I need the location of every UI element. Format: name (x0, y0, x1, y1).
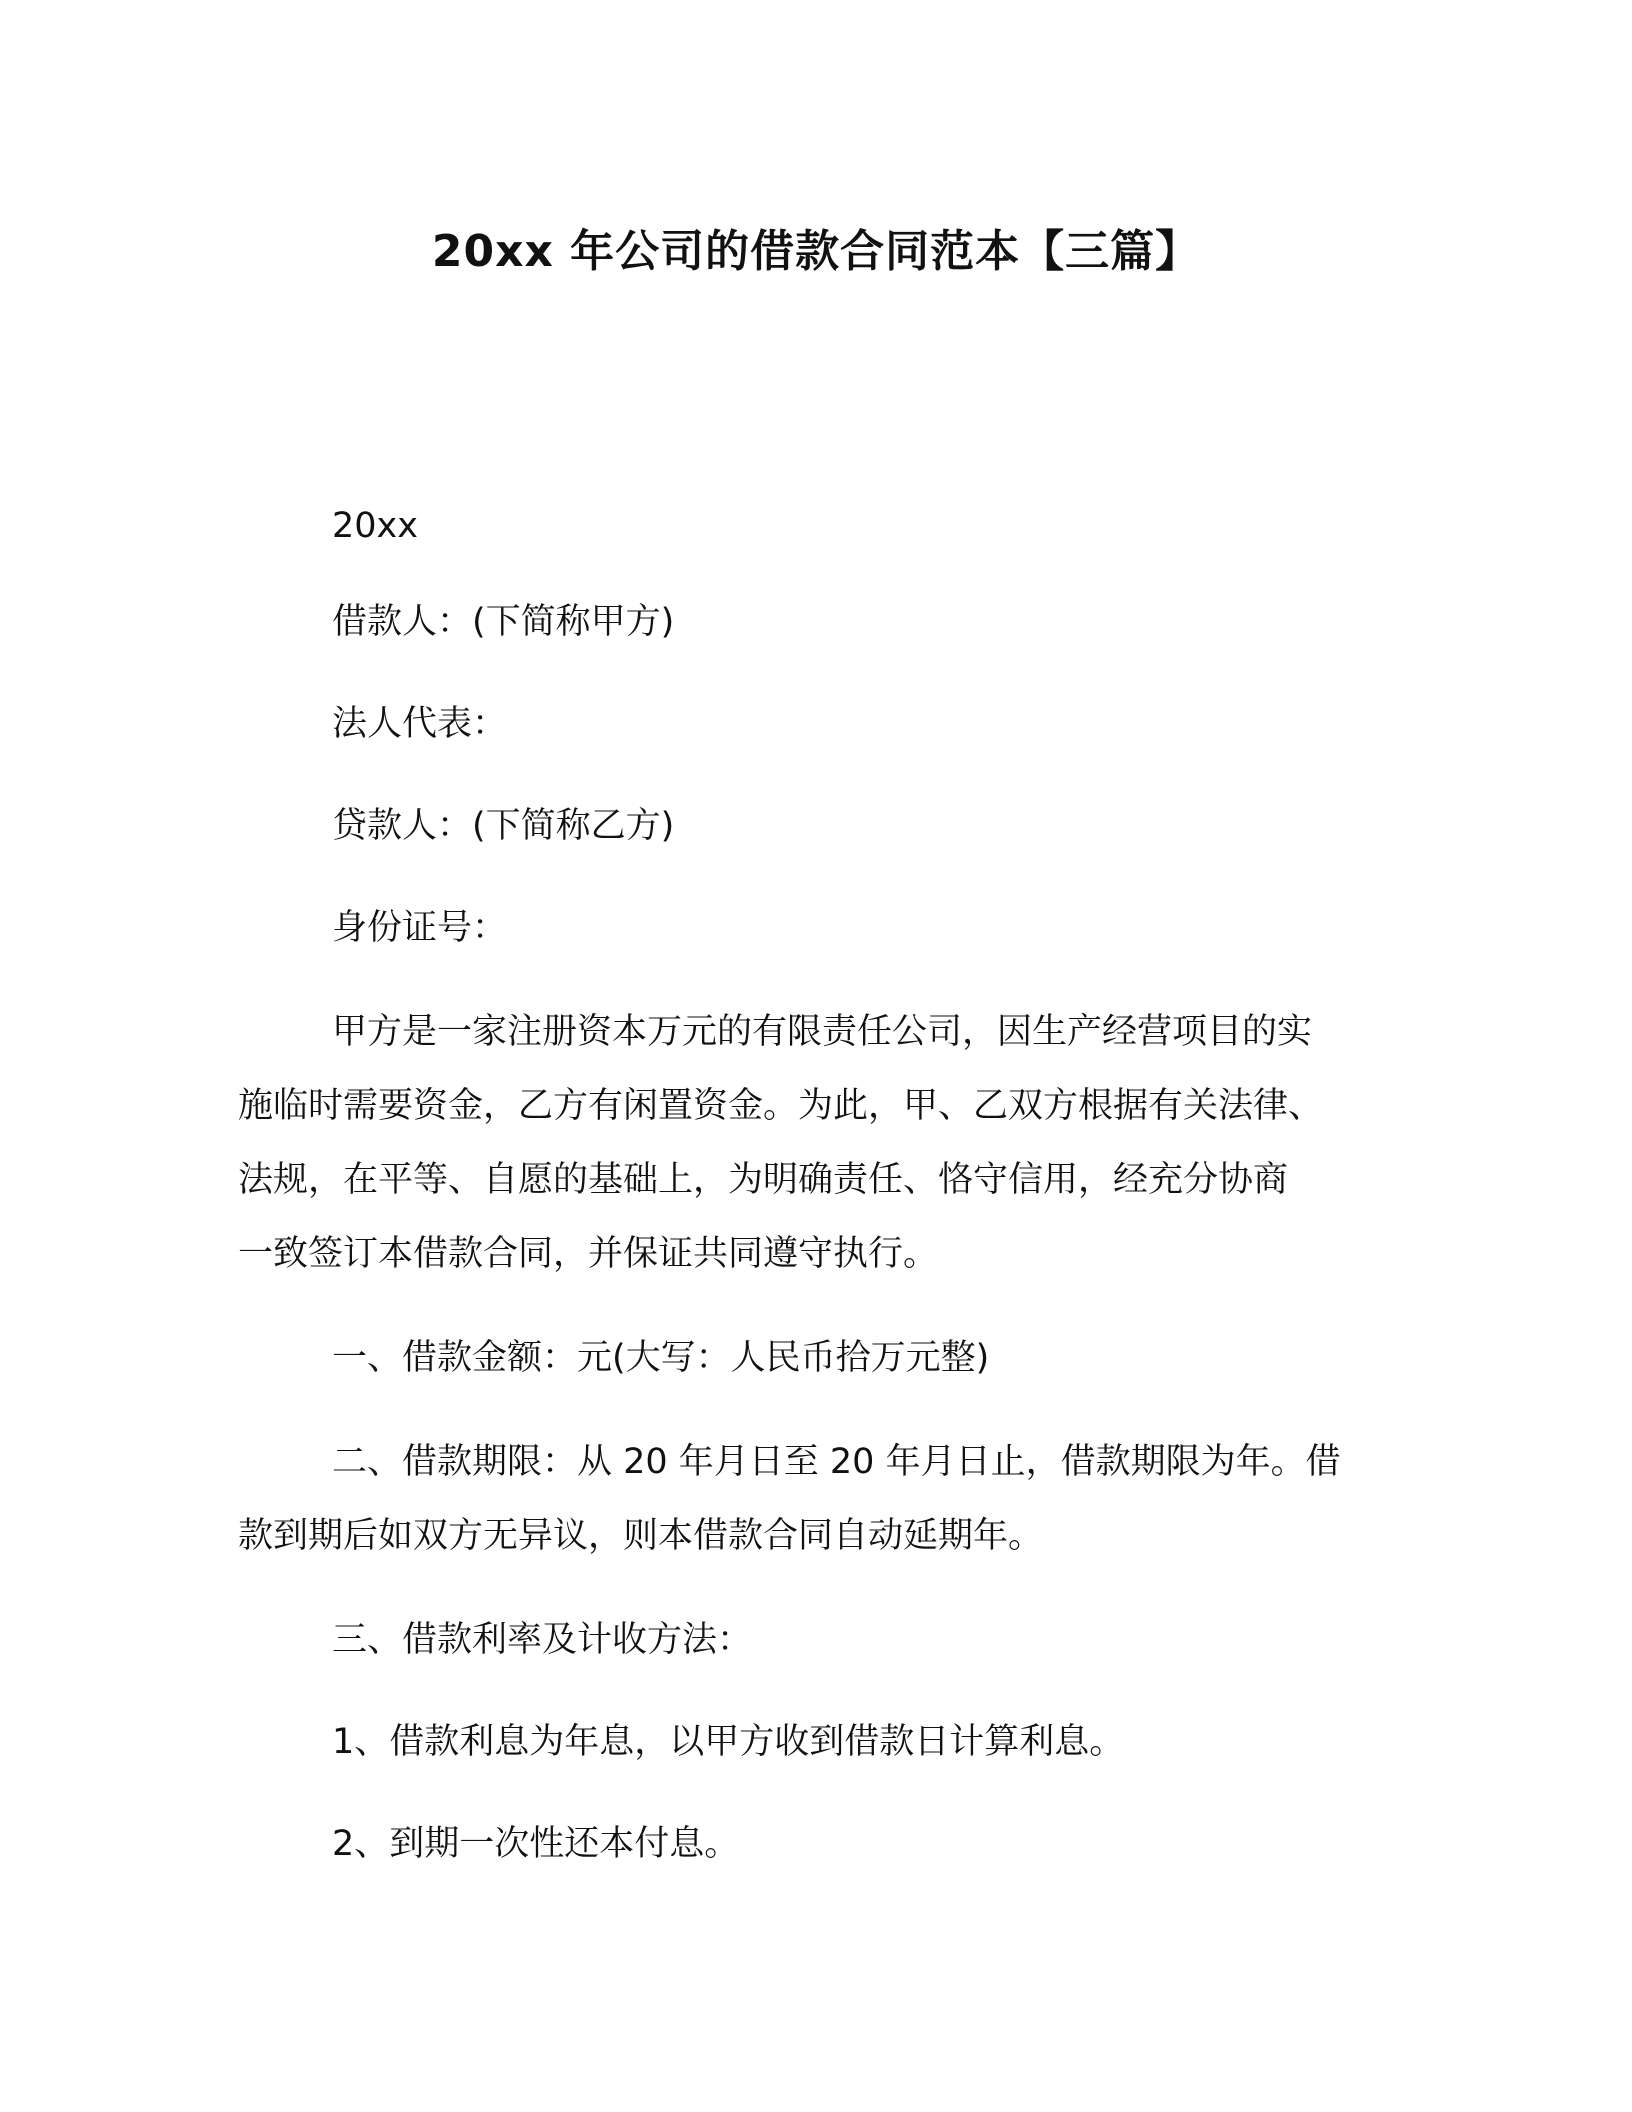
legal-rep-line: 法人代表： (332, 704, 508, 744)
clause-rate-item-1: 1、借款利息为年息，以甲方收到借款日计算利息。 (332, 1722, 1125, 1762)
clause-rate-heading: 三、借款利率及计收方法： (332, 1620, 753, 1660)
lender-line: 贷款人：(下简称乙方) (332, 806, 675, 846)
borrower-line: 借款人：(下简称甲方) (332, 602, 675, 642)
clause-term-line: 款到期后如双方无异议，则本借款合同自动延期年。 (238, 1516, 1044, 1556)
paragraph-line: 法规，在平等、自愿的基础上，为明确责任、恪守信用，经充分协商 (238, 1160, 1289, 1200)
clause-amount-line: 一、借款金额：元(大写：人民币拾万元整) (332, 1338, 990, 1378)
year-line: 20xx (332, 506, 418, 546)
paragraph-line: 施临时需要资金，乙方有闲置资金。为此，甲、乙双方根据有关法律、 (238, 1086, 1324, 1126)
clause-term-line: 二、借款期限：从 20 年月日至 20 年月日止，借款期限为年。借 (332, 1442, 1341, 1482)
paragraph-line: 一致签订本借款合同，并保证共同遵守执行。 (238, 1234, 939, 1274)
document-title: 20xx 年公司的借款合同范本【三篇】 (431, 226, 1201, 277)
id-number-line: 身份证号： (332, 908, 508, 948)
paragraph-line: 甲方是一家注册资本万元的有限责任公司，因生产经营项目的实 (332, 1012, 1313, 1052)
clause-rate-item-2: 2、到期一次性还本付息。 (332, 1824, 740, 1864)
